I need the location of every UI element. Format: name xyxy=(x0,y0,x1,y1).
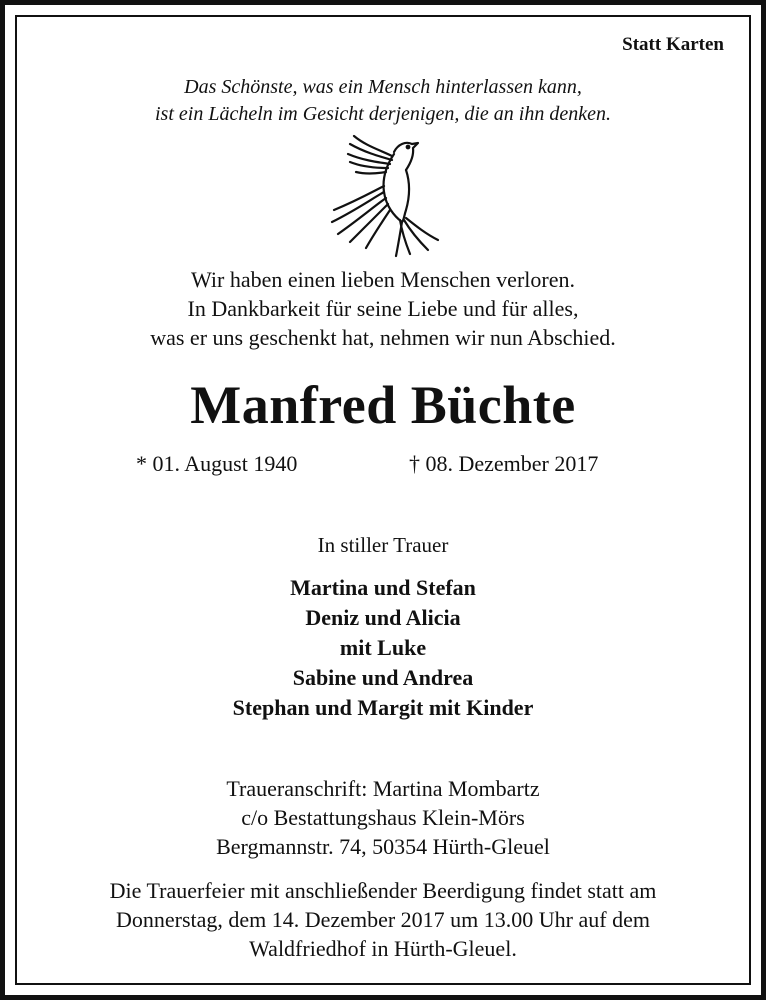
quote-line-2: ist ein Lächeln im Gesicht derjenigen, die an ihn denken. xyxy=(154,103,611,125)
family-list xyxy=(0,573,766,723)
family-line: Deniz und Alicia xyxy=(305,605,461,630)
quote-line-1: Das Schönste, was ein Mensch hinterlassen kann, xyxy=(184,76,582,98)
statt-karten-label: Statt Karten xyxy=(622,34,724,55)
birth-date: * 01. August 1940 xyxy=(136,451,298,476)
address-line-1: Traueranschrift: Martina Mombartz xyxy=(226,776,540,801)
ceremony-line-3: Waldfriedhof in Hürth-Gleuel. xyxy=(249,936,517,961)
family-line: Sabine und Andrea xyxy=(292,665,474,690)
ceremony-notice xyxy=(0,876,766,963)
intro-line-2: In Dankbarkeit für seine Liebe und für alles, xyxy=(187,296,579,321)
quote xyxy=(0,74,766,128)
family-line: Stephan und Margit mit Kinder xyxy=(232,695,534,720)
mourning-label: In stiller Trauer xyxy=(317,533,449,557)
family-line: mit Luke xyxy=(339,635,427,660)
intro-text xyxy=(0,265,766,352)
mourning-address xyxy=(0,774,766,861)
intro-line-1: Wir haben einen lieben Menschen verloren. xyxy=(191,267,575,292)
address-line-3: Bergmannstr. 74, 50354 Hürth-Gleuel xyxy=(216,834,550,859)
dove-icon xyxy=(326,130,446,262)
intro-line-3: was er uns geschenkt hat, nehmen wir nun Abschied. xyxy=(150,325,616,350)
death-date: † 08. Dezember 2017 xyxy=(409,451,599,476)
deceased-name: Manfred Büchte xyxy=(190,375,576,435)
ceremony-line-2: Donnerstag, dem 14. Dezember 2017 um 13.00 Uhr auf dem xyxy=(116,907,650,932)
address-line-2: c/o Bestattungshaus Klein-Mörs xyxy=(241,805,525,830)
ceremony-line-1: Die Trauerfeier mit anschließender Beerdigung findet statt am xyxy=(109,878,657,903)
family-line: Martina und Stefan xyxy=(290,575,476,600)
